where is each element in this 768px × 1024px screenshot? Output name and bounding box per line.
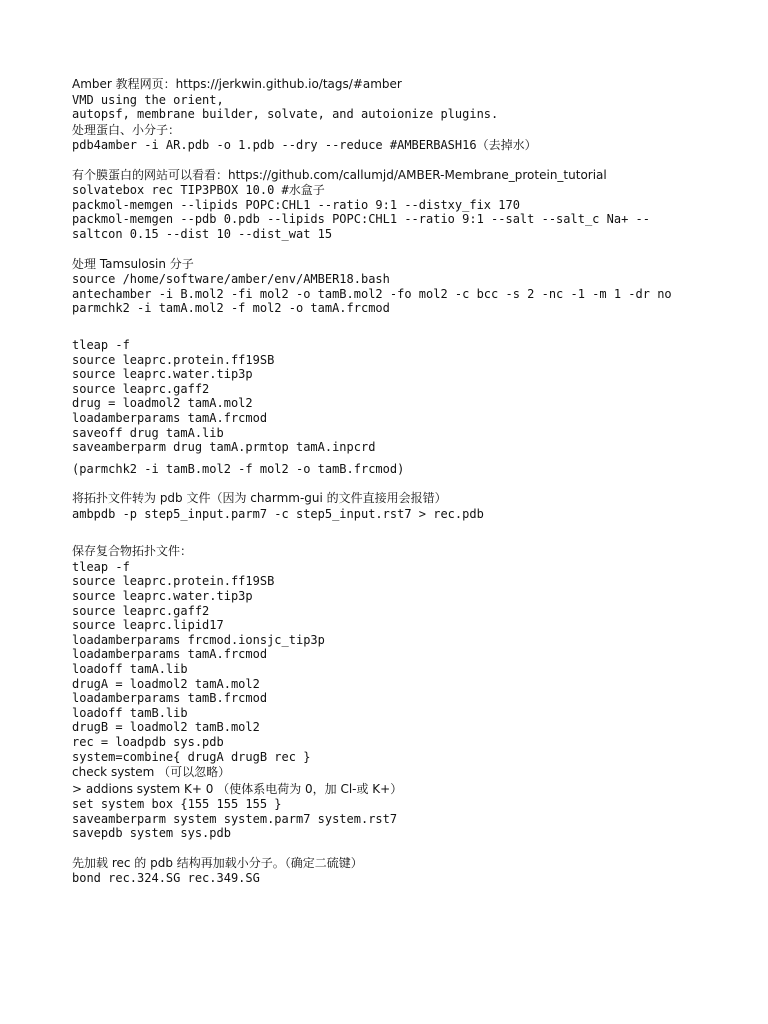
document-body <box>72 76 752 886</box>
code-line: set system box {155 155 155 } <box>72 797 282 812</box>
section-heading: 先加载 rec 的 pdb 结构再加载小分子。（确定二硫键） <box>72 855 363 870</box>
section-heading: 处理 Tamsulosin 分子 <box>72 256 194 271</box>
code-line: loadamberparams tamA.frcmod <box>72 647 268 662</box>
code-line: source leaprc.protein.ff19SB <box>72 352 275 367</box>
code-line: drugA = loadmol2 tamA.mol2 <box>72 676 260 691</box>
code-line: loadamberparams tamB.frcmod <box>72 691 268 706</box>
code-line: drugB = loadmol2 tamB.mol2 <box>72 720 260 735</box>
code-line: antechamber -i B.mol2 -fi mol2 -o tamB.mol2 -fo mol2 -c bcc -s 2 -nc -1 -m 1 -dr no <box>72 286 672 301</box>
code-line: (parmchk2 -i tamB.mol2 -f mol2 -o tamB.frcmod) <box>72 461 405 476</box>
code-line: saltcon 0.15 --dist 10 --dist_wat 15 <box>72 227 333 242</box>
code-line: source leaprc.gaff2 <box>72 603 210 618</box>
code-line: ambpdb -p step5_input.parm7 -c step5_input.rst7 > rec.pdb <box>72 506 484 521</box>
code-line: loadamberparams frcmod.ionsjc_tip3p <box>72 632 325 647</box>
code-line: saveamberparm drug tamA.prmtop tamA.inpcrd <box>72 440 376 455</box>
tutorial-link-line: Amber 教程网页：https://jerkwin.github.io/tags/#amber <box>72 77 402 91</box>
text-line: autopsf, membrane builder, solvate, and autoionize plugins. <box>72 107 499 122</box>
spacer <box>72 455 752 462</box>
spacer <box>72 476 752 490</box>
code-line: pdb4amber -i AR.pdb -o 1.pdb --dry --reduce #AMBERBASH16（去掉水） <box>72 138 537 153</box>
code-line: loadamberparams tamA.frcmod <box>72 410 268 425</box>
code-line: bond rec.324.SG rec.349.SG <box>72 871 260 886</box>
code-line: rec = loadpdb sys.pdb <box>72 735 224 749</box>
code-line: source leaprc.lipid17 <box>72 618 224 633</box>
code-line: source leaprc.water.tip3p <box>72 367 253 382</box>
spacer <box>72 242 752 256</box>
code-line: packmol-memgen --lipids POPC:CHL1 --ratio 9:1 --distxy_fix 170 <box>72 197 520 212</box>
text-line: VMD using the orient, <box>72 92 224 107</box>
code-line: source leaprc.protein.ff19SB <box>72 574 275 589</box>
code-line: saveamberparm system system.parm7 system.rst7 <box>72 811 398 826</box>
section-heading: 处理蛋白、小分子： <box>72 122 181 137</box>
code-line: source leaprc.water.tip3p <box>72 589 253 604</box>
spacer <box>72 521 752 543</box>
code-line: tleap -f <box>72 337 130 352</box>
code-line: saveoff drug tamA.lib <box>72 425 224 440</box>
code-line: drug = loadmol2 tamA.mol2 <box>72 396 253 411</box>
section-heading: 将拓扑文件转为 pdb 文件（因为 charmm-gui 的文件直接用会报错） <box>72 491 447 506</box>
code-line: loadoff tamB.lib <box>72 705 188 720</box>
code-line: solvatebox rec TIP3PBOX 10.0 #水盒子 <box>72 183 325 198</box>
code-line: tleap -f <box>72 559 130 574</box>
code-line: source leaprc.gaff2 <box>72 381 210 396</box>
code-line: loadoff tamA.lib <box>72 662 188 677</box>
code-line: > addions system K+ 0 （使体系电荷为 0，加 Cl-或 K+） <box>72 781 403 796</box>
membrane-link-line: 有个膜蛋白的网站可以看看：https://github.com/callumjd/AMBER-Membrane_protein_tutorial <box>72 167 607 182</box>
spacer <box>72 153 752 167</box>
code-line: packmol-memgen --pdb 0.pdb --lipids POPC:CHL1 --ratio 9:1 --salt --salt_c Na+ -- <box>72 212 650 227</box>
code-line: savepdb system sys.pdb <box>72 826 231 841</box>
spacer <box>72 841 752 855</box>
section-heading: 保存复合物拓扑文件： <box>72 544 193 559</box>
spacer <box>72 316 752 338</box>
code-line: check system （可以忽略） <box>72 765 231 780</box>
code-line: source /home/software/amber/env/AMBER18.bash <box>72 272 390 287</box>
code-line: system=combine{ drugA drugB rec } <box>72 749 311 764</box>
code-line: parmchk2 -i tamA.mol2 -f mol2 -o tamA.frcmod <box>72 301 390 316</box>
